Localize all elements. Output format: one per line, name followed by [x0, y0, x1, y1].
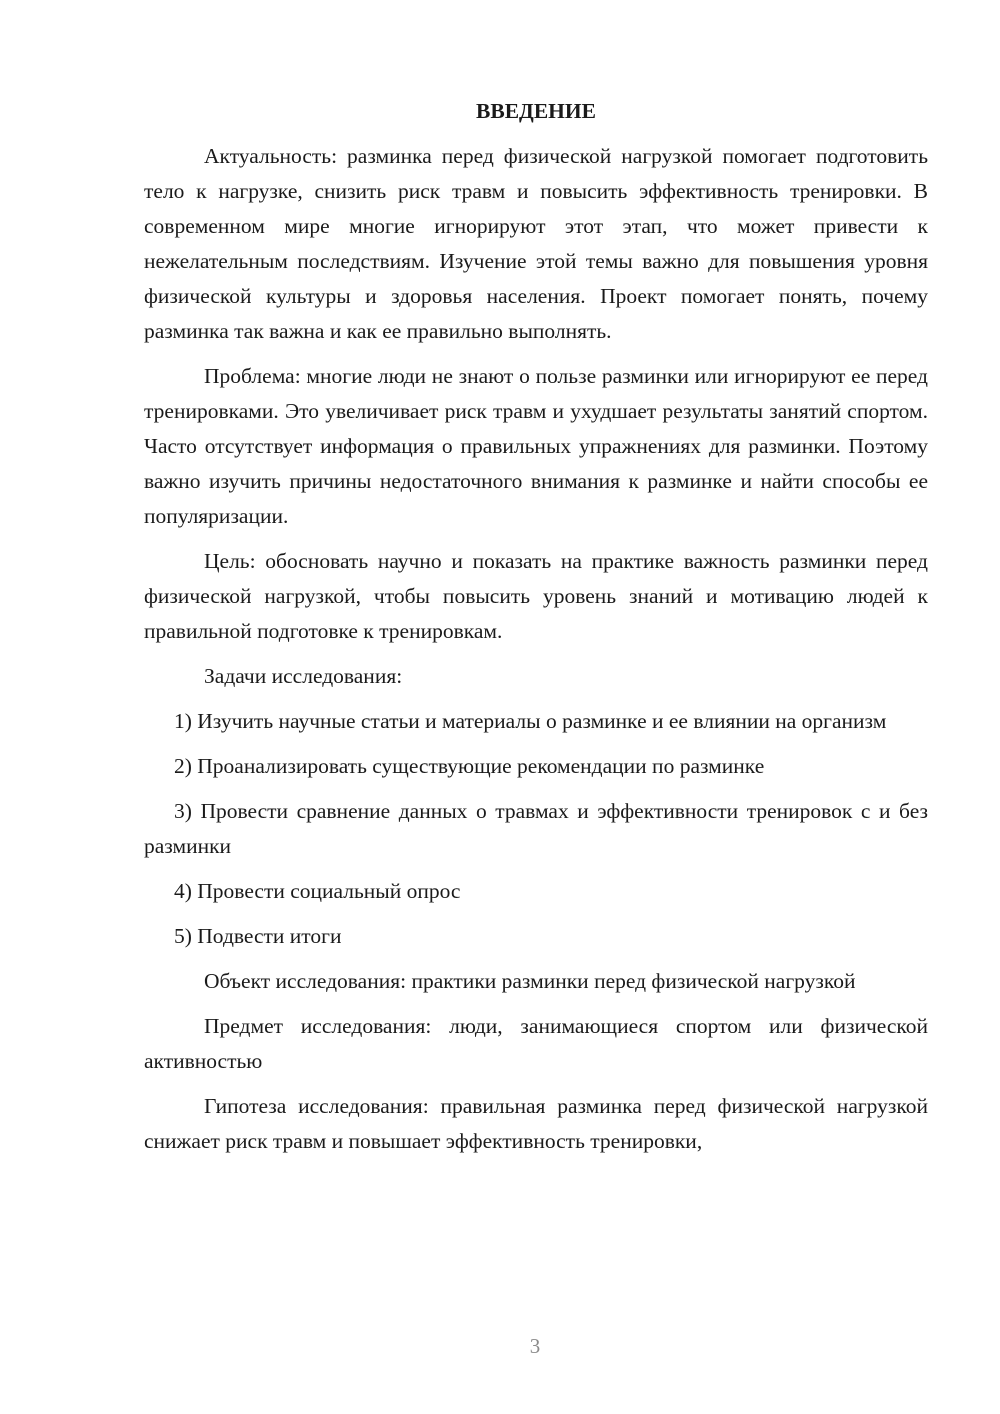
subject-paragraph: Предмет исследования: люди, занимающиеся спортом или физической активностью	[144, 1014, 928, 1073]
hypothesis-paragraph: Гипотеза исследования: правильная разминка перед физической нагрузкой снижает риск травм и повышает эффективность тренировки,	[144, 1094, 928, 1153]
task-item: 3) Провести сравнение данных о травмах и эффективности тренировок с и без разминки	[144, 799, 928, 858]
goal-paragraph: Цель: обосновать научно и показать на практике важность разминки перед физической нагрузкой, чтобы повысить уровень знаний и мотивацию людей к правильной подготовке к тренировкам.	[144, 549, 928, 643]
page-number: 3	[529, 1334, 541, 1358]
object-paragraph: Объект исследования: практики разминки перед физической нагрузкой	[204, 969, 856, 993]
relevance-paragraph: Актуальность: разминка перед физической нагрузкой помогает подготовить тело к нагрузке, снизить риск травм и повысить эффективность тренировки. В современном мире многие игнорируют этот этап, что может привести к нежелательным последствиям. Изучение этой темы важно для повышения уровня физической культуры и здоровья населения. Проект помогает понять, почему разминка так важна и как ее правильно выполнять.	[144, 144, 928, 343]
document-body	[144, 94, 928, 1169]
task-item: 1) Изучить научные статьи и материалы о разминке и ее влиянии на организм	[174, 709, 887, 733]
task-item: 2) Проанализировать существующие рекомендации по разминке	[174, 754, 765, 778]
tasks-heading: Задачи исследования:	[204, 664, 403, 688]
page-title: ВВЕДЕНИЕ	[476, 99, 596, 123]
task-item: 4) Провести социальный опрос	[174, 879, 461, 903]
task-item: 5) Подвести итоги	[174, 924, 342, 948]
problem-paragraph: Проблема: многие люди не знают о пользе разминки или игнорируют ее перед тренировками. Это увеличивает риск травм и ухудшает результаты занятий спортом. Часто отсутствует информация о правильных упражнениях для разминки. Поэтому важно изучить причины недостаточного внимания к разминке и найти способы ее популяризации.	[144, 364, 928, 528]
